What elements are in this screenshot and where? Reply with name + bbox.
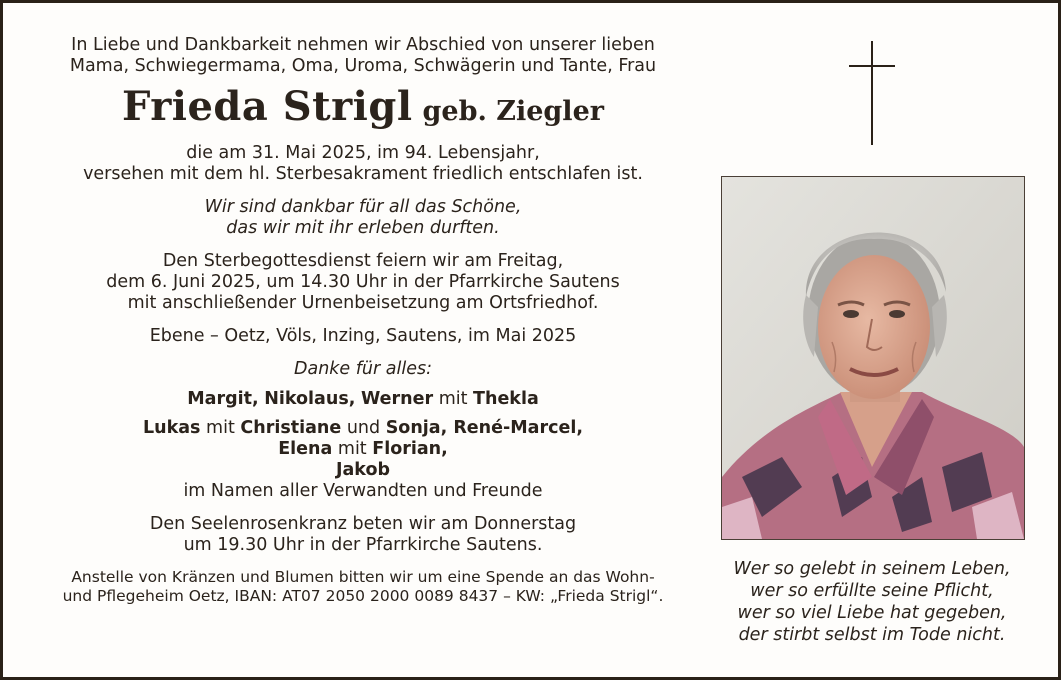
mourners-line-4: [33, 460, 693, 481]
poem-line-4: der stirbt selbst im Tode nicht.: [738, 625, 1006, 645]
cross-vertical-bar: [871, 41, 873, 145]
mourners-line-2: [33, 418, 693, 439]
mourner-werner: Werner: [360, 389, 434, 409]
mourner-christiane: Christiane: [240, 418, 342, 438]
birth-name: geb. Ziegler: [422, 96, 604, 127]
mourner-connector: und: [346, 418, 381, 438]
thanks-block: [33, 359, 693, 502]
gratitude-block: [33, 197, 693, 239]
mourner-florian: Florian,: [372, 439, 448, 459]
poem-line-3: wer so viel Liebe hat gegeben,: [737, 603, 1007, 623]
death-notice-line-1: die am 31. Mai 2025, im 94. Lebensjahr,: [186, 143, 540, 163]
donation-block: [33, 568, 693, 606]
gratitude-line-2: das wir mit ihr erleben durften.: [226, 218, 500, 238]
mourner-connector: mit: [206, 418, 235, 438]
mourner-thekla: Thekla: [473, 389, 539, 409]
intro-line-1: In Liebe und Dankbarkeit nehmen wir Abschied von unserer lieben: [71, 35, 655, 55]
gratitude-line-1: Wir sind dankbar für all das Schöne,: [204, 197, 522, 217]
rosary-block: [33, 514, 693, 556]
service-line-2: dem 6. Juni 2025, um 14.30 Uhr in der Pfarrkirche Sautens: [106, 272, 620, 292]
mourner-sonja-rene-marcel: Sonja, René-Marcel,: [385, 418, 584, 438]
death-notice-line-2: versehen mit dem hl. Sterbesakrament friedlich entschlafen ist.: [83, 164, 643, 184]
service-line-3: mit anschließender Urnenbeisetzung am Ortsfriedhof.: [127, 293, 599, 313]
portrait-photo: [721, 176, 1025, 540]
service-line-1: Den Sterbegottesdienst feiern wir am Freitag,: [162, 251, 564, 271]
thanks-heading: Danke für alles:: [294, 359, 432, 379]
place-date-block: [33, 326, 693, 347]
donation-line-1: Anstelle von Kränzen und Blumen bitten wir um eine Spende an das Wohn-: [71, 568, 655, 586]
cross-horizontal-bar: [849, 65, 895, 67]
poem-line-1: Wer so gelebt in seinem Leben,: [733, 559, 1011, 579]
intro-line-2: Mama, Schwiegermama, Oma, Uroma, Schwägerin und Tante, Frau: [69, 56, 657, 76]
poem-line-2: wer so erfüllte seine Pflicht,: [750, 581, 994, 601]
mourners-line-1: [33, 389, 693, 410]
mourner-connector: mit: [438, 389, 468, 409]
obituary-text: [33, 35, 693, 606]
mourner-nikolaus: Nikolaus,: [264, 389, 356, 409]
rosary-line-2: um 19.30 Uhr in der Pfarrkirche Sautens.: [183, 535, 543, 555]
service-block: [33, 251, 693, 314]
mourner-elena: Elena: [278, 439, 333, 459]
place-date: Ebene – Oetz, Völs, Inzing, Sautens, im Mai 2025: [149, 326, 577, 346]
portrait-illustration: [722, 177, 1024, 539]
deceased-name-row: [33, 83, 693, 139]
donation-line-2: und Pflegeheim Oetz, IBAN: AT07 2050 2000 0089 8437 – KW: „Frieda Strigl“.: [62, 587, 664, 605]
memorial-poem: [715, 558, 1029, 646]
mourner-margit: Margit,: [187, 389, 259, 409]
mourner-connector: mit: [337, 439, 367, 459]
latin-cross-icon: [849, 41, 895, 145]
mourner-lukas: Lukas: [142, 418, 201, 438]
on-behalf-line: im Namen aller Verwandten und Freunde: [183, 481, 543, 501]
mourner-jakob: Jakob: [335, 460, 391, 480]
deceased-name: Frieda Strigl: [122, 83, 413, 130]
rosary-line-1: Den Seelenrosenkranz beten wir am Donnerstag: [149, 514, 577, 534]
mourners-line-3: [33, 439, 693, 460]
